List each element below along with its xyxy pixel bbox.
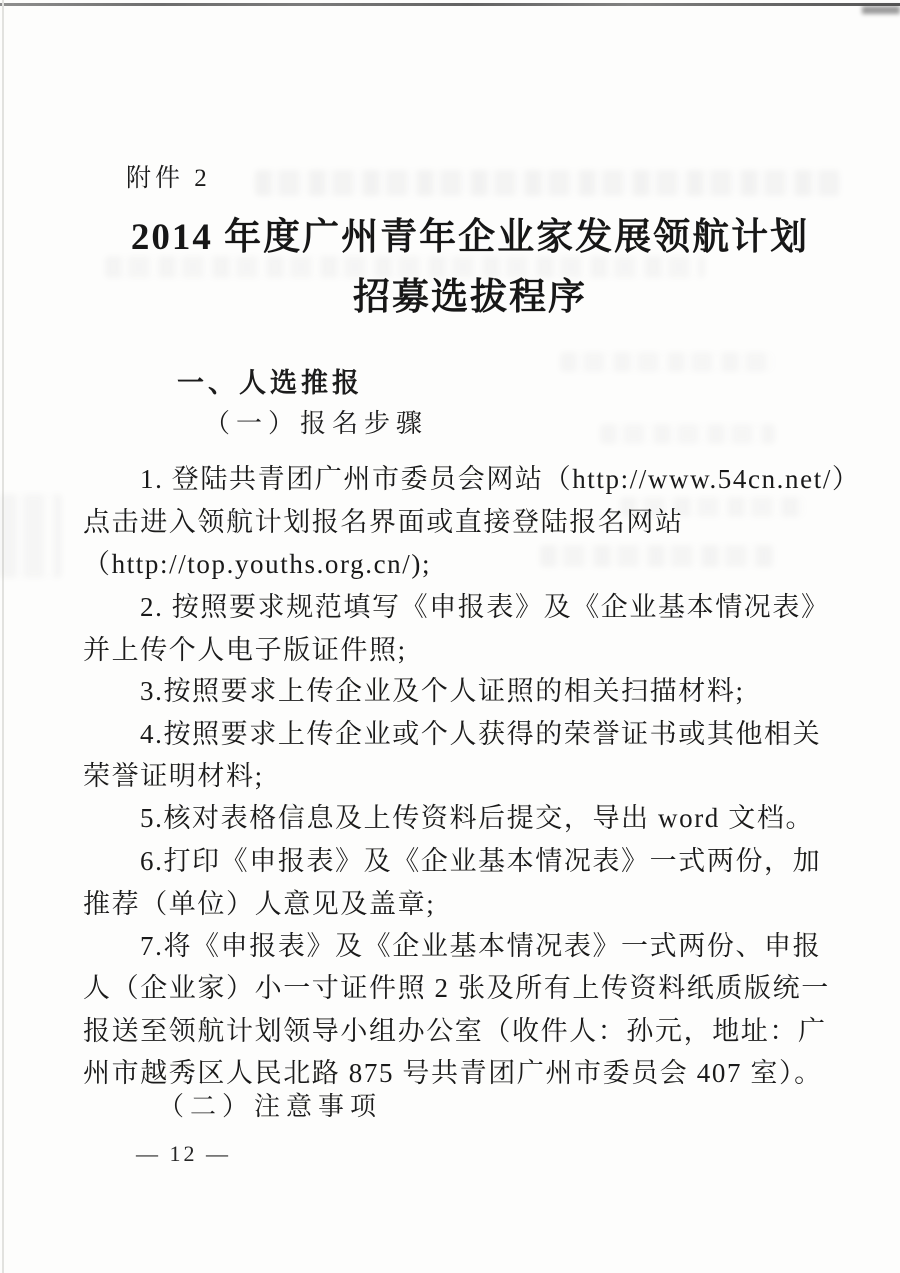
page-number: — 12 — bbox=[136, 1141, 231, 1166]
step-line: （http://top.youths.org.cn/); bbox=[83, 549, 432, 579]
step-line: 1. 登陆共青团广州市委员会网站（http://www.54cn.net/） bbox=[140, 464, 861, 494]
subsection-heading-notes: （二）注意事项 bbox=[158, 1092, 383, 1121]
section-heading-candidate-recommendation: 一、人选推报 bbox=[177, 368, 363, 398]
bleed-through-artifact bbox=[600, 424, 775, 444]
step-line: 6.打印《申报表》及《企业基本情况表》一式两份，加 bbox=[140, 846, 822, 876]
step-line: 点击进入领航计划报名界面或直接登陆报名网站 bbox=[83, 507, 684, 537]
step-line: 报送至领航计划领导小组办公室（收件人：孙元，地址：广 bbox=[83, 1016, 827, 1046]
scan-corner-smudge-artifact bbox=[862, 6, 900, 14]
step-line: 5.核对表格信息及上传资料后提交，导出 word 文档。 bbox=[140, 803, 815, 833]
step-line: 州市越秀区人民北路 875 号共青团广州市委员会 407 室）。 bbox=[83, 1058, 823, 1088]
step-line: 人（企业家）小一寸证件照 2 张及所有上传资料纸质版统一 bbox=[83, 973, 830, 1003]
step-line: 4.按照要求上传企业或个人获得的荣誉证书或其他相关 bbox=[140, 719, 822, 749]
subsection-heading-registration-steps: （一）报名步骤 bbox=[204, 409, 429, 438]
step-line: 2. 按照要求规范填写《申报表》及《企业基本情况表》 bbox=[140, 592, 830, 622]
scan-left-edge-artifact bbox=[2, 0, 4, 1273]
step-line: 并上传个人电子版证件照; bbox=[83, 635, 407, 665]
bleed-through-artifact bbox=[255, 170, 840, 196]
step-line: 7.将《申报表》及《企业基本情况表》一式两份、申报 bbox=[140, 931, 822, 961]
step-line: 荣誉证明材料; bbox=[83, 761, 264, 791]
document-title-line-2: 招募选拔程序 bbox=[353, 277, 587, 318]
bleed-through-artifact bbox=[0, 494, 62, 578]
bleed-through-artifact bbox=[560, 352, 775, 372]
attachment-label: 附件 2 bbox=[126, 165, 211, 192]
step-line: 推荐（单位）人意见及盖章; bbox=[83, 889, 436, 919]
step-line: 3.按照要求上传企业及个人证照的相关扫描材料; bbox=[140, 676, 745, 706]
scan-top-edge-artifact bbox=[0, 3, 900, 6]
document-title-line-1: 2014 年度广州青年企业家发展领航计划 bbox=[130, 217, 810, 258]
